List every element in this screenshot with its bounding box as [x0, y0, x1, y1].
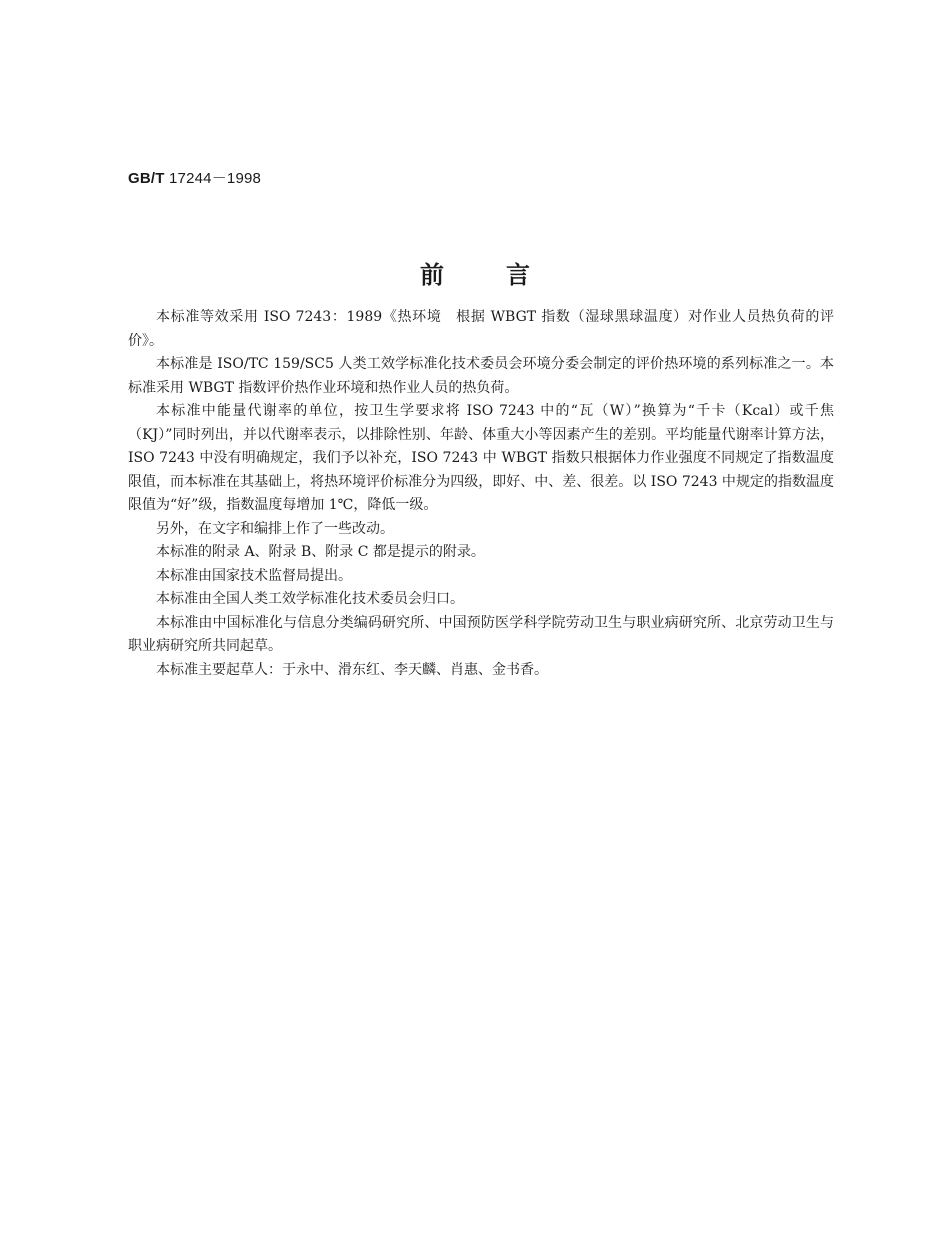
- paragraph-drafters: 本标准主要起草人：于永中、滑东红、李天麟、肖惠、金书香。: [156, 661, 548, 678]
- paragraph-appendices: 本标准的附录 A、附录 B、附录 C 都是提示的附录。: [156, 544, 485, 560]
- page-title: 前言: [420, 260, 592, 289]
- paragraph-centralized-by: 本标准由全国人类工效学标准化技术委员会归口。: [156, 591, 464, 607]
- document-code: [128, 167, 261, 188]
- paragraph-metabolic-rate: 本标准中能量代谢率的单位，按卫生学要求将 ISO 7243 中的“瓦（W）”换算为“千卡（Kcal）或千焦（KJ）”同时列出，并以代谢率表示，以排除性别、年龄、体重大小等因素产生的差别。平均能量代谢率计算方法，ISO 7243 中没有明确规定，我们予以补充，ISO 7243 中 WBGT 指数只根据体力作业强度不同规定了指数温度限值，而本标准在其基础上，将热环境评价标准分为四级，即好、中、差、很差。以 ISO 7243 中规定的指数温度限值为“好”级，指数温度每增加 1℃，降低一级。: [128, 403, 834, 513]
- foreword-body: [128, 306, 834, 682]
- standard-prefix: GB/T: [128, 170, 165, 187]
- paragraph-series: 本标准是 ISO/TC 159/SC5 人类工效学标准化技术委员会环境分委会制定的评价热环境的系列标准之一。本标准采用 WBGT 指数评价热作业环境和热作业人员的热负荷。: [128, 356, 834, 396]
- paragraph-proposed-by: 本标准由国家技术监督局提出。: [156, 567, 352, 584]
- paragraph-adoption: 本标准等效采用 ISO 7243：1989《热环境 根据 WBGT 指数（湿球黑球温度）对作业人员热负荷的评价》。: [128, 309, 834, 349]
- paragraph-drafted-by: 本标准由中国标准化与信息分类编码研究所、中国预防医学科学院劳动卫生与职业病研究所、北京劳动卫生与职业病研究所共同起草。: [128, 614, 834, 654]
- paragraph-editorial-changes: 另外，在文字和编排上作了一些改动。: [156, 520, 394, 537]
- standard-number: 17244－1998: [169, 170, 262, 187]
